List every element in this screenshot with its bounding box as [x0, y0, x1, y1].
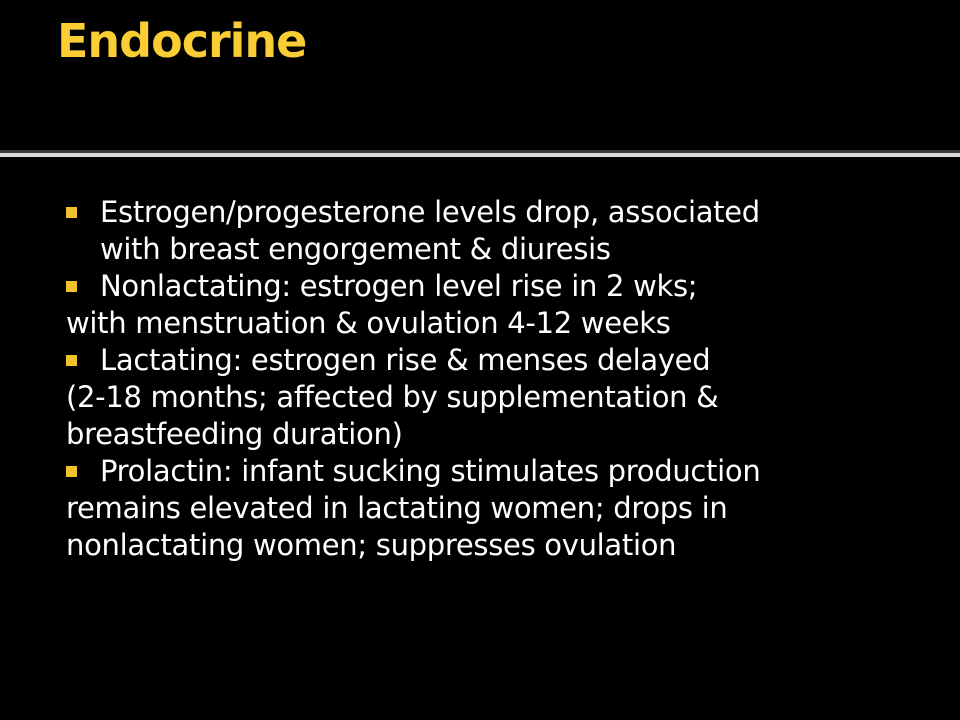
square-bullet-icon	[66, 466, 77, 477]
bullet-item-prolactin	[66, 453, 946, 490]
square-bullet-icon	[66, 207, 77, 218]
continuation-months	[66, 379, 946, 453]
paragraph-line: with breast engorgement & diuresis	[100, 232, 611, 266]
paragraph-line: Estrogen/progesterone levels drop, associated	[100, 195, 760, 229]
square-bullet-icon	[66, 355, 77, 366]
bullet-list	[66, 194, 946, 564]
paragraph-line: with menstruation & ovulation 4-12 weeks	[66, 306, 671, 340]
paragraph-line: remains elevated in lactating women; drops in	[66, 491, 728, 525]
square-bullet-icon	[66, 281, 77, 292]
continuation-prolactin	[66, 490, 946, 564]
bullet-item-lactating	[66, 342, 946, 379]
bullet-item-estrogen-progesterone	[66, 194, 946, 268]
paragraph-line: nonlactating women; suppresses ovulation	[66, 528, 677, 562]
continuation-menstruation	[66, 305, 946, 342]
title-bar	[0, 0, 960, 150]
bullet-item-nonlactating	[66, 268, 946, 305]
paragraph-line: Lactating: estrogen rise & menses delayed	[100, 343, 711, 377]
paragraph-line: (2-18 months; affected by supplementation &	[66, 380, 719, 414]
paragraph-line: breastfeeding duration)	[66, 417, 403, 451]
paragraph-line: Nonlactating: estrogen level rise in 2 wks;	[100, 269, 698, 303]
slide-content	[0, 157, 960, 720]
slide-title: Endocrine	[57, 14, 307, 68]
paragraph-line: Prolactin: infant sucking stimulates production	[100, 454, 761, 488]
